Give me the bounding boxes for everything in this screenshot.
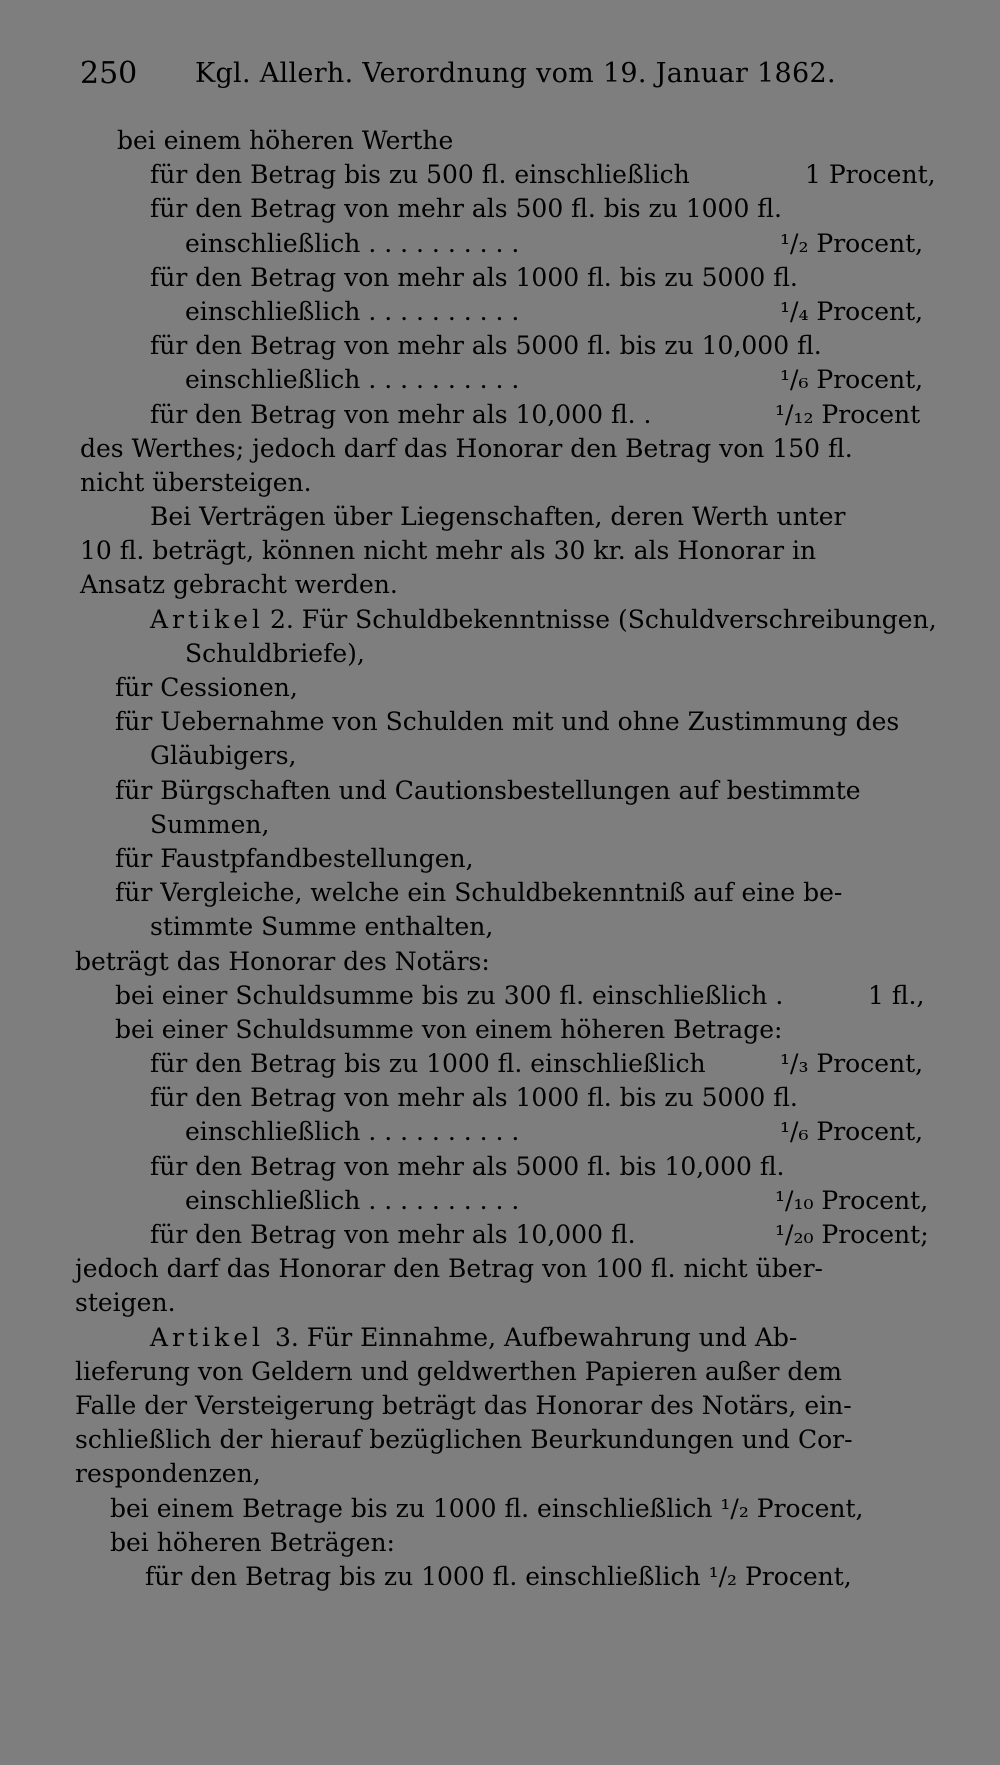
line-text: 10 fl. beträgt, können nicht mehr als 30 kr. als Honorar in	[80, 536, 817, 566]
line-text: ¹/₂ Procent,	[780, 228, 924, 258]
line-text: für den Betrag von mehr als 5000 fl. bis zu 10,000 fl.	[150, 331, 822, 361]
line-text: für Bürgschaften und Cautionsbestellungen auf bestimmte	[115, 775, 861, 805]
text-line	[0, 398, 1000, 432]
line-text: nicht übersteigen.	[80, 467, 312, 497]
text-line	[0, 979, 1000, 1013]
line-text: für Uebernahme von Schulden mit und ohne Zustimmung des	[115, 707, 900, 737]
text-line	[0, 1389, 1000, 1423]
text-line	[0, 466, 1000, 500]
line-text: bei einer Schuldsumme bis zu 300 fl. einschließlich .	[115, 980, 784, 1010]
article-label: Artikel	[150, 604, 264, 634]
text-line	[0, 603, 1000, 637]
line-text: 2. Für Schuldbekenntnisse (Schuldverschreibungen,	[270, 604, 937, 634]
page-header	[0, 56, 1000, 100]
line-text: ¹/₆ Procent,	[780, 1117, 924, 1147]
text-line	[0, 1355, 1000, 1389]
text-line	[0, 808, 1000, 842]
text-line	[0, 876, 1000, 910]
line-text: Ansatz gebracht werden.	[80, 570, 398, 600]
text-line	[0, 1218, 1000, 1252]
text-line	[0, 568, 1000, 602]
line-text: ¹/₃ Procent,	[780, 1049, 924, 1079]
text-line	[0, 910, 1000, 944]
line-text: ¹/₆ Procent,	[780, 365, 924, 395]
article-label: Artikel	[150, 1322, 264, 1352]
text-line	[0, 329, 1000, 363]
text-line	[0, 1013, 1000, 1047]
line-text: für den Betrag bis zu 1000 fl. einschließlich ¹/₂ Procent,	[145, 1561, 852, 1591]
text-line	[0, 705, 1000, 739]
line-text: lieferung von Geldern und geldwerthen Papieren außer dem	[75, 1356, 842, 1386]
text-line	[0, 363, 1000, 397]
text-line	[0, 1184, 1000, 1218]
line-text: einschließlich . . . . . . . . . .	[185, 228, 520, 258]
text-line	[0, 842, 1000, 876]
line-text: 3. Für Einnahme, Aufbewahrung und Ab-	[275, 1322, 798, 1352]
text-line	[0, 1252, 1000, 1286]
line-text: des Werthes; jedoch darf das Honorar den Betrag von 150 fl.	[80, 433, 853, 463]
line-text: Gläubigers,	[150, 741, 297, 771]
line-text: 1 Procent,	[805, 160, 936, 190]
text-line	[0, 945, 1000, 979]
text-line	[0, 1286, 1000, 1320]
line-text: bei einem höheren Werthe	[117, 126, 454, 155]
line-text: respondenzen,	[75, 1459, 261, 1489]
line-text: Falle der Versteigerung beträgt das Honorar des Notärs, ein-	[75, 1390, 852, 1420]
line-text: für Vergleiche, welche ein Schuldbekenntniß auf eine be-	[115, 878, 843, 908]
text-line	[0, 1150, 1000, 1184]
text-line	[0, 500, 1000, 534]
line-text: bei höheren Beträgen:	[110, 1527, 395, 1557]
line-text: 1 fl.,	[868, 980, 925, 1010]
running-title: Kgl. Allerh. Verordnung vom 19. Januar 1862.	[195, 58, 836, 89]
line-text: einschließlich . . . . . . . . . .	[185, 365, 520, 395]
text-line	[0, 158, 1000, 192]
text-line	[0, 227, 1000, 261]
line-text: für den Betrag von mehr als 5000 fl. bis 10,000 fl.	[150, 1151, 785, 1181]
line-text: schließlich der hierauf bezüglichen Beurkundungen und Cor-	[75, 1425, 853, 1455]
line-text: bei einer Schuldsumme von einem höheren Betrage:	[115, 1014, 783, 1044]
line-text: beträgt das Honorar des Notärs:	[75, 946, 490, 976]
text-line	[0, 261, 1000, 295]
line-text: jedoch darf das Honorar den Betrag von 100 fl. nicht über-	[75, 1254, 823, 1284]
line-text: für den Betrag von mehr als 500 fl. bis zu 1000 fl.	[150, 194, 782, 224]
text-line	[0, 739, 1000, 773]
line-text: für den Betrag von mehr als 1000 fl. bis zu 5000 fl.	[150, 262, 798, 292]
text-line	[0, 1526, 1000, 1560]
line-text: Schuldbriefe),	[185, 638, 365, 668]
text-line	[0, 432, 1000, 466]
text-line	[0, 637, 1000, 671]
page-number: 250	[80, 56, 138, 91]
text-line	[0, 534, 1000, 568]
text-line	[0, 1423, 1000, 1457]
line-text: für den Betrag von mehr als 10,000 fl.	[150, 1220, 636, 1249]
line-text: für den Betrag bis zu 500 fl. einschließlich	[150, 160, 690, 190]
line-text: einschließlich . . . . . . . . . .	[185, 1117, 520, 1147]
line-text: für Cessionen,	[115, 673, 298, 702]
text-line	[0, 1115, 1000, 1149]
text-line	[0, 774, 1000, 808]
line-text: ¹/₁₀ Procent,	[775, 1185, 929, 1215]
text-line	[0, 1560, 1000, 1594]
document-body	[0, 124, 1000, 1594]
line-text: für den Betrag von mehr als 1000 fl. bis zu 5000 fl.	[150, 1083, 798, 1113]
line-text: für Faustpfandbestellungen,	[115, 843, 474, 873]
line-text: ¹/₁₂ Procent	[775, 399, 921, 429]
line-text: für den Betrag von mehr als 10,000 fl. .	[150, 399, 652, 429]
line-text: Summen,	[150, 809, 270, 839]
text-line	[0, 1081, 1000, 1115]
line-text: bei einem Betrage bis zu 1000 fl. einschließlich ¹/₂ Procent,	[110, 1493, 864, 1523]
text-line	[0, 671, 1000, 705]
line-text: ¹/₄ Procent,	[780, 296, 924, 326]
line-text: einschließlich . . . . . . . . . .	[185, 296, 520, 326]
line-text: einschließlich . . . . . . . . . .	[185, 1185, 520, 1215]
text-line	[0, 1047, 1000, 1081]
line-text: steigen.	[75, 1288, 176, 1318]
text-line	[0, 1492, 1000, 1526]
line-text: stimmte Summe enthalten,	[150, 912, 494, 942]
text-line	[0, 1457, 1000, 1491]
line-text: ¹/₂₀ Procent;	[775, 1220, 929, 1249]
line-text: Bei Verträgen über Liegenschaften, deren Werth unter	[150, 502, 846, 532]
text-line	[0, 192, 1000, 226]
text-line	[0, 295, 1000, 329]
text-line	[0, 1321, 1000, 1355]
text-line	[0, 124, 1000, 158]
line-text: für den Betrag bis zu 1000 fl. einschließlich	[150, 1049, 706, 1079]
